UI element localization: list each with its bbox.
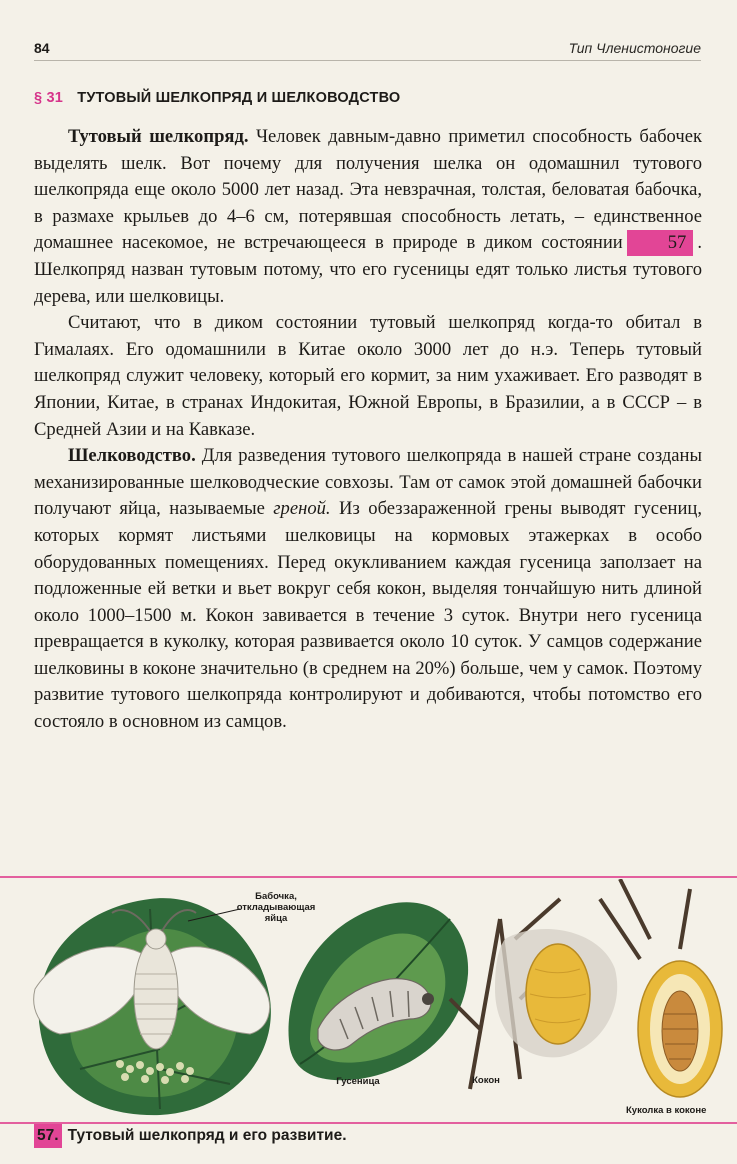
section-number: § 31	[34, 90, 64, 106]
caption-number-badge: 57.	[34, 1124, 62, 1148]
paragraph-text: Для разведения тутового шелкопряда в нашей стране созданы механизированные шелководческие совхозы. Там от самок этой домашней бабочки получают яйца, называемые	[34, 445, 702, 520]
label-cocoon: Кокон	[472, 1075, 500, 1086]
paragraph-text: Из обеззараженной грены выводят гусениц, которых кормят листьями шелковицы на кормовых этажерках в особо оборудованных помещениях. Перед окукливанием каждая гусеница заползает на подложенные ей ветки и вьет вокруг себя кокон, выделяя тончайшую нить длиной около 1000–1500 м. Кокон завивается в течение 3 суток. Внутри него гусеница превращается в куколку, которая развивается около 10 суток. У самцов содержание шелковины в коконе значительно (в среднем на 20%) больше, чем у самок. Поэтому развитие тутового шелкопряда контролируют и добиваются, чтобы потомство его состояло в основном из самцов.	[34, 498, 702, 733]
paragraph-text: Человек давным-давно приметил способность бабочек выделять шелк. Вот почему для получения шелка он одомашнил тутового шелкопряда еще около 5000 лет назад. Эта невзрачная, толстая, беловатая бабочка, в размахе крыльев до 4–6 см, потерявшая способность летать, – единственное домашнее насекомое, не встречающееся в природе в диком состоянии	[34, 126, 702, 254]
paragraph-lead: Шелководство.	[68, 445, 196, 467]
page-number: 84	[34, 40, 50, 56]
body-text	[34, 124, 702, 736]
label-moth-line: откладывающая	[236, 902, 316, 913]
cocoon-on-twigs-illustration	[450, 899, 617, 1089]
pupa-in-cocoon-illustration	[600, 879, 722, 1097]
paragraph-sericulture	[34, 443, 702, 736]
paragraph-silkworm	[34, 124, 702, 310]
figure-reference-badge[interactable]: 57	[627, 230, 694, 256]
paragraph-lead: Тутовый шелкопряд.	[68, 126, 249, 147]
section-title: ТУТОВЫЙ ШЕЛКОПРЯД И ШЕЛКОВОДСТВО	[77, 90, 401, 106]
running-title: Тип Членистоногие	[568, 40, 701, 56]
figure-top-rule	[0, 876, 737, 878]
figure-silkworm-development	[0, 879, 737, 1121]
label-caterpillar: Гусеница	[336, 1076, 380, 1087]
label-moth-line: Бабочка,	[255, 891, 297, 902]
figure-caption	[34, 1124, 347, 1148]
label-pupa: Куколка в коконе	[626, 1105, 707, 1116]
paragraph-origin: Считают, что в диком состоянии тутовый шелкопряд когда-то обитал в Гималаях. Его одомашнили в Китае около 3000 лет до н.э. Теперь тутовый шелкопряд служит человеку, который его кормит, за ним ухаживает. Его разводят в Японии, Китае, в странах Индокитая, Южной Европы, в Бразилии, а в СССР – в Средней Азии и на Кавказе.	[34, 312, 702, 440]
section-heading	[34, 90, 704, 106]
caterpillar-on-leaf-illustration	[288, 902, 468, 1080]
label-moth-line: яйца	[264, 913, 288, 924]
label-moth	[222, 891, 330, 924]
running-head	[34, 38, 701, 61]
moth-on-leaf-illustration	[34, 898, 271, 1115]
term-grena: греной.	[273, 498, 331, 520]
paragraph-text: . Шелкопряд назван тутовым потому, что его гусеницы едят только листья тутового дерева, или шелковицы.	[34, 232, 702, 307]
caption-text: Тутовый шелкопряд и его развитие.	[67, 1127, 347, 1144]
